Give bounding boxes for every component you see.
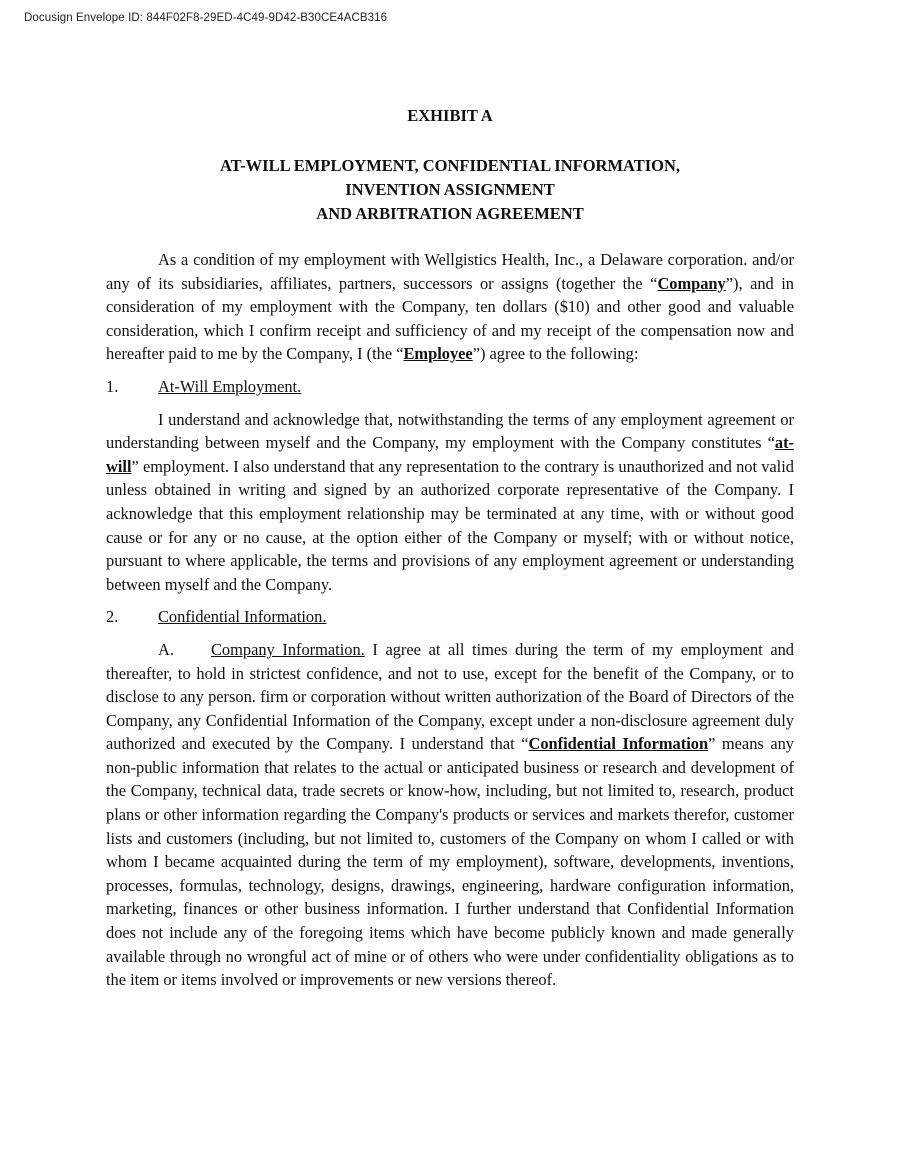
document-page xyxy=(106,106,794,1001)
defined-term-employee: Employee xyxy=(403,344,473,364)
envelope-id: Docusign Envelope ID: 844F02F8-29ED-4C49-9D42-B30CE4ACB316 xyxy=(24,12,388,24)
intro-text: ”), and in consideration of my employment with the Company, ten dollars ($10) and other good and valuable consideration, which I confirm receipt and sufficiency of and my receipt of the compensation now and hereafter paid to me by the Company, I (the “ xyxy=(106,273,794,364)
title-line: AT-WILL EMPLOYMENT, CONFIDENTIAL INFORMATION, xyxy=(219,156,681,175)
defined-term-at-will: at-will xyxy=(106,433,794,476)
section-1-paragraph xyxy=(106,408,794,597)
subsection-title: Company Information. xyxy=(211,639,365,659)
section-2a-text: I agree at all times during the term of my employment and thereafter, to hold in strictest confidence, and not to use, except for the benefit of the Company, or to disclose to any person. firm or corporation without written authorization of the Board of Directors of the Company, any Confidential Information of the Company, except under a non-disclosure agreement duly authorized and executed by the Company. I understand that “ xyxy=(106,639,794,754)
title-line: AND ARBITRATION AGREEMENT xyxy=(316,204,584,223)
section-1-heading xyxy=(106,375,794,399)
section-number: 2. xyxy=(106,607,119,627)
section-2-heading xyxy=(106,605,794,629)
section-1-text: I understand and acknowledge that, notwithstanding the terms of any employment agreement or understanding between myself and the Company, my employment with the Company constitutes “ xyxy=(106,409,794,453)
section-2a-paragraph xyxy=(106,638,794,992)
subsection-letter: A. xyxy=(158,639,174,659)
section-number: 1. xyxy=(106,376,119,396)
section-title: Confidential Information. xyxy=(158,607,327,627)
exhibit-label: EXHIBIT A xyxy=(407,106,493,125)
agreement-title xyxy=(106,154,794,226)
section-1-text: ” employment. I also understand that any representation to the contrary is unauthorized and not valid unless obtained in writing and signed by an authorized corporate representative of the Company. I acknowledge that this employment relationship may be terminated at any time, with or without good cause or for any or no cause, at the option either of the Company or myself; with or without notice, pursuant to where applicable, the terms and provisions of any employment agreement or understanding between myself and the Company. xyxy=(106,456,794,594)
defined-term-confidential-information: Confidential Information xyxy=(528,734,709,754)
intro-text: As a condition of my employment with Wellgistics Health, Inc., a Delaware corporation. and/or any of its subsidiaries, affiliates, partners, successors or assigns (together the “ xyxy=(106,250,794,293)
section-2a-text: ” means any non-public information that relates to the actual or anticipated business or research and development of the Company, technical data, trade secrets or know-how, including, but not limited to, research, product plans or other information regarding the Company's products or services and markets therefor, customer lists and customers (including, but not limited to, customers of the Company on whom I called or with whom I became acquainted during the term of my employment), software, developments, inventions, processes, formulas, technology, designs, drawings, engineering, hardware configuration information, marketing, finances or other business information. I further understand that Confidential Information does not include any of the foregoing items which have become publicly known and made generally available through no wrongful act of mine or of others who were under confidentiality obligations as to the item or items involved or improvements or new versions thereof. xyxy=(106,734,794,990)
section-title: At-Will Employment. xyxy=(158,376,302,396)
defined-term-company: Company xyxy=(657,273,726,293)
intro-paragraph xyxy=(106,248,794,366)
intro-text: ”) agree to the following: xyxy=(472,344,639,364)
title-line: INVENTION ASSIGNMENT xyxy=(345,180,555,199)
